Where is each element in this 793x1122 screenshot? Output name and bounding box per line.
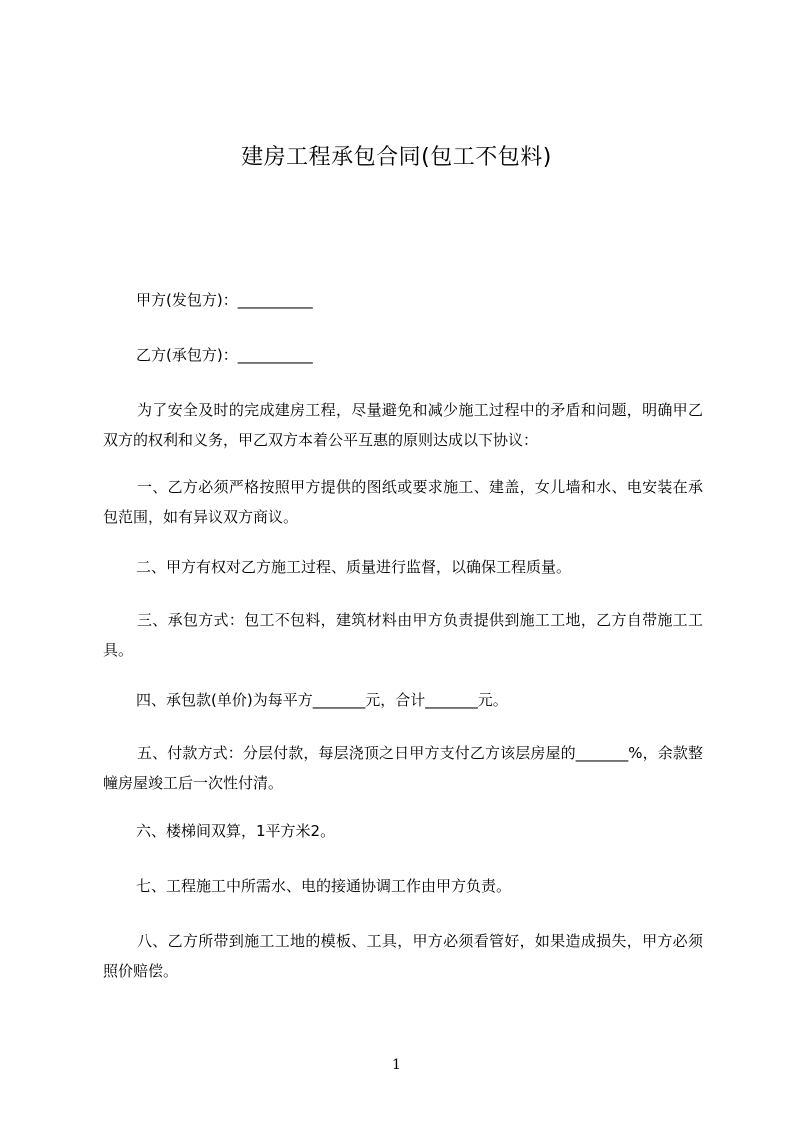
clause-2: 二、甲方有权对乙方施工过程、质量进行监督，以确保工程质量。	[136, 558, 572, 576]
party-a-line: 甲方(发包方)：__________	[136, 291, 313, 309]
party-b-line: 乙方(承包方)：__________	[136, 346, 313, 364]
page-number: 1	[392, 1057, 401, 1073]
clause-7: 七、工程施工中所需水、电的接通协调工作由甲方负责。	[136, 877, 512, 895]
clause-4: 四、承包款(单价)为每平方_______元，合计_______元。	[136, 691, 508, 709]
clause-1: 一、乙方必须严格按照甲方提供的图纸或要求施工、建盖，女儿墙和水、电安装在承包范围，如有异议双方商议。	[103, 478, 703, 526]
clause-3: 三、承包方式：包工不包料，建筑材料由甲方负责提供到施工工地，乙方自带施工工具。	[103, 611, 703, 659]
clause-8: 八、乙方所带到施工工地的模板、工具，甲方必须看管好，如果造成损失，甲方必须照价赔偿。	[103, 932, 703, 980]
contract-title: 建房工程承包合同(包工不包料)	[241, 145, 552, 170]
clause-6: 六、楼梯间双算，1平方米2。	[136, 822, 336, 840]
intro-paragraph: 为了安全及时的完成建房工程，尽量避免和减少施工过程中的矛盾和问题，明确甲乙双方的权利和义务，甲乙双方本着公平互惠的原则达成以下协议：	[103, 401, 703, 449]
clause-5: 五、付款方式：分层付款，每层浇顶之日甲方支付乙方该层房屋的_______%，余款整幢房屋竣工后一次性付清。	[103, 744, 703, 792]
